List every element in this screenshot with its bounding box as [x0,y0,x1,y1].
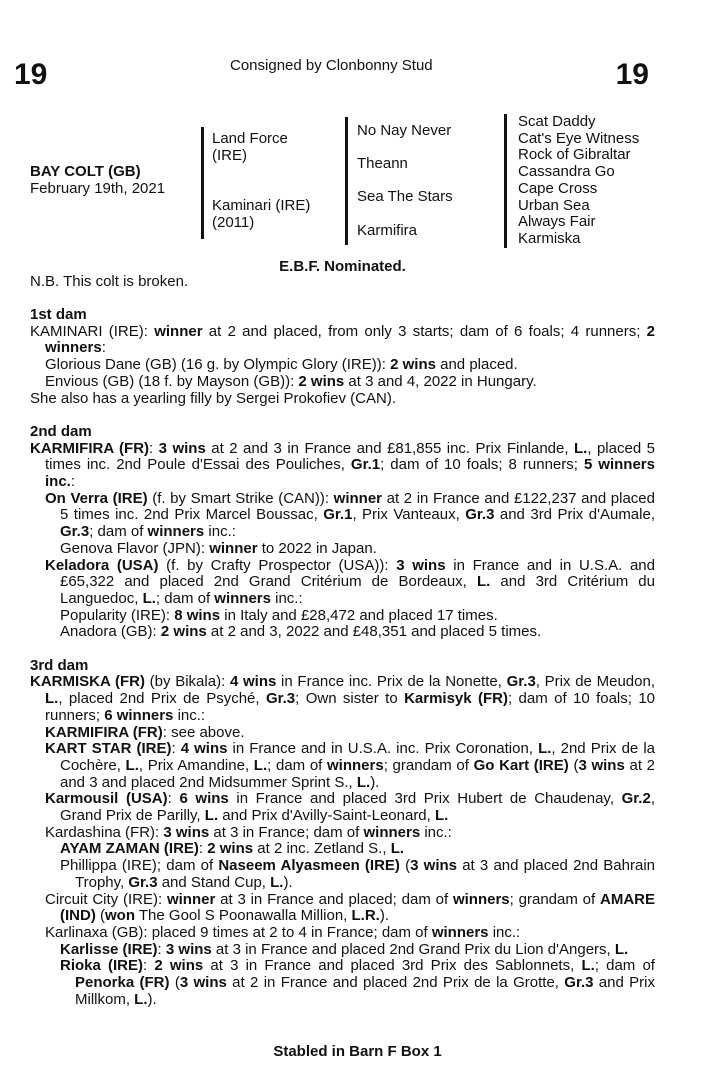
gen3-name: Rock of Gibraltar [518,146,631,164]
pedigree-gen3 [518,114,639,248]
dam-entry: KARMIFIRA (FR): 3 wins at 2 and 3 in France and £81,855 inc. Prix Finlande, L., placed 5 times inc. 2nd Poule d'Essai des Pouliches, Gr.1; dam of 10 foals; 8 runners; 5 winners inc.: [30,439,655,491]
sire-name: Land Force [212,130,288,147]
pedigree-gen2-4: Karmifira [357,222,418,239]
gen3-name: Cat's Eye Witness [518,129,640,147]
ebf-nominated: E.B.F. Nominated. [279,258,406,275]
pedigree-sire [212,131,288,164]
second-dam-heading: 2nd dam [30,422,92,440]
produce-entry: Popularity (IRE): 8 wins in Italy and £28,472 and placed 17 times. [60,606,498,624]
produce-entry: Envious (GB) (18 f. by Mayson (GB)): 2 wins at 3 and 4, 2022 in Hungary. [45,372,537,390]
broken-note: N.B. This colt is broken. [30,273,189,290]
horse-title: BAY COLT (GB) [30,163,141,180]
pedigree-line-3 [504,114,507,248]
gen3-name: Always Fair [518,213,596,231]
produce-entry: KARMIFIRA (FR): see above. [45,723,245,741]
produce-entry: Keladora (USA) (f. by Crafty Prospector (USA)): 3 wins in France and in U.S.A. and £65,322 and placed 2nd Grand Critérium de Bordeaux, L. and 3rd Critérium du Languedoc, L.; dam of winners inc.: [45,556,655,607]
gen3-name: Karmiska [518,229,581,247]
produce-entry: Karlisse (IRE): 3 wins at 3 in France and placed 2nd Grand Prix du Lion d'Angers, L. [60,940,629,958]
produce-entry: Glorious Dane (GB) (16 g. by Olympic Glory (IRE)): 2 wins and placed. [45,356,518,374]
gen3-name: Urban Sea [518,196,590,214]
gen3-name: Scat Daddy [518,113,596,130]
pedigree-gen2-3: Sea The Stars [357,188,453,205]
dam-details [30,307,655,1009]
first-dam-heading: 1st dam [30,306,87,323]
horse-dob: February 19th, 2021 [30,180,166,197]
dam-entry: KARMISKA (FR) (by Bikala): 4 wins in France inc. Prix de la Nonette, Gr.3, Prix de Meudon, L., placed 2nd Prix de Psyché, Gr.3; Own sister to Karmisyk (FR); dam of 10 foals; 10 runners; 6 winners inc.: [30,673,656,724]
pedigree-line-2 [345,117,348,245]
produce-entry: Phillippa (IRE); dam of Naseem Alyasmeen (IRE) (3 wins at 3 and placed 2nd Bahrain Trophy, Gr.3 and Stand Cup, L.). [60,857,655,891]
produce-entry: KART STAR (IRE): 4 wins in France and in U.S.A. inc. Prix Coronation, L., 2nd Prix de la Cochère, L., Prix Amandine, L.; dam of winners; grandam of Go Kart (IRE) (3 wins at 2 and 3 and placed 2nd Midsummer Sprint S., L.). [45,740,656,791]
produce-entry: Anadora (GB): 2 wins at 2 and 3, 2022 and £48,351 and placed 5 times. [60,623,542,641]
produce-entry: Kardashina (FR): 3 wins at 3 in France; dam of winners inc.: [45,823,452,841]
dam-entry: KAMINARI (IRE): winner at 2 and placed, from only 3 starts; dam of 6 foals; 4 runners; 2 winners: [30,322,655,357]
produce-entry: Rioka (IRE): 2 wins at 3 in France and placed 3rd Prix des Sablonnets, L.; dam of Penorka (FR) (3 wins at 2 in France and placed 2nd Prix de la Grotte, Gr.3 and Prix Millkom, L.). [60,957,655,1008]
third-dam-heading: 3rd dam [30,656,89,674]
dam-year: (2011) [212,213,255,231]
sire-country: (IRE) [212,146,247,164]
pedigree-dam [212,198,310,231]
lot-number-right: 19 [615,58,649,91]
stabled-location: Stabled in Barn F Box 1 [273,1043,442,1060]
produce-entry: AYAM ZAMAN (IRE): 2 wins at 2 inc. Zetland S., L. [60,840,405,858]
pedigree-line-1 [201,127,204,239]
gen3-name: Cape Cross [518,179,598,197]
produce-entry: Genova Flavor (JPN): winner to 2022 in Japan. [60,539,377,557]
dam-name: Kaminari (IRE) [212,197,311,214]
produce-entry: On Verra (IRE) (f. by Smart Strike (CAN)): winner at 2 in France and £122,237 and placed 5 times inc. 2nd Prix Marcel Boussac, Gr.1, Prix Vanteaux, Gr.3 and 3rd Prix d'Aumale, Gr.3; dam of winners inc.: [45,489,655,541]
produce-entry: Karlinaxa (GB): placed 9 times at 2 to 4 in France; dam of winners inc.: [45,923,521,941]
lot-number-left: 19 [14,58,48,91]
pedigree-gen2-2: Theann [357,155,408,172]
pedigree-gen2-1: No Nay Never [357,122,452,139]
produce-entry: Karmousil (USA): 6 wins in France and placed 3rd Prix Hubert de Chaudenay, Gr.2, Grand Prix de Parilly, L. and Prix d'Avilly-Saint-Leonard, L. [45,790,655,825]
produce-entry: Circuit City (IRE): winner at 3 in France and placed; dam of winners; grandam of AMARE (IND) (won The Gool S Poonawalla Million, L.R.). [45,890,655,925]
produce-note: She also has a yearling filly by Sergei Prokofiev (CAN). [30,389,396,407]
consigned-by: Consigned by Clonbonny Stud [230,57,433,74]
gen3-name: Cassandra Go [518,163,615,181]
